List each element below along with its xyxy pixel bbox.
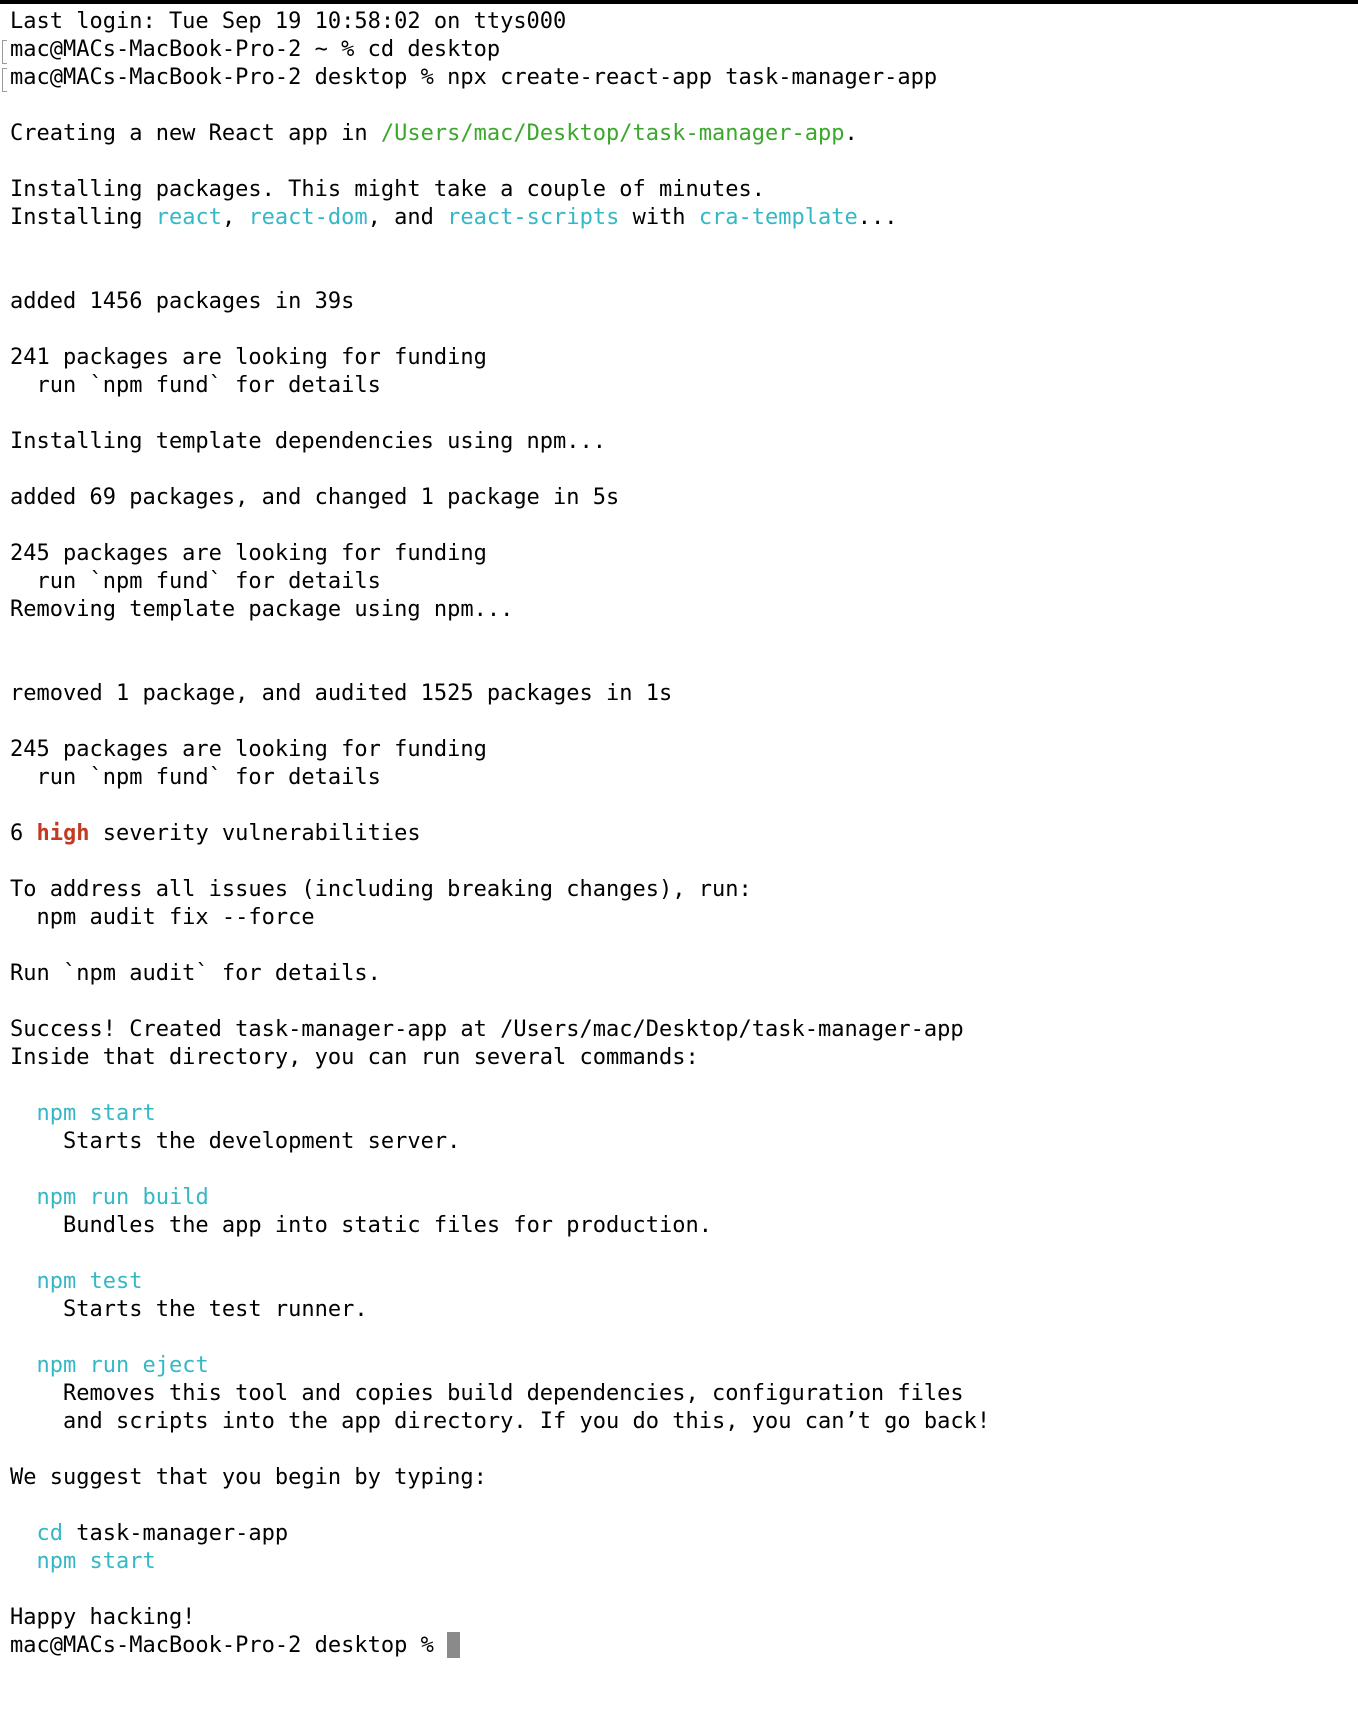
installing-list-line: Installing react, react-dom, and react-scripts with cra-template... — [10, 205, 898, 230]
run-audit-line: Run `npm audit` for details. — [10, 961, 381, 986]
removed-line: removed 1 package, and audited 1525 packages in 1s — [10, 681, 673, 706]
blank-line — [0, 1072, 1358, 1100]
prompt: mac@MACs-MacBook-Pro-2 ~ % — [10, 37, 368, 62]
app-path: /Users/mac/Desktop/task-manager-app — [380, 121, 845, 146]
severity-high: high — [36, 821, 90, 846]
command-text: npx create-react-app task-manager-app — [447, 65, 938, 90]
command-name-line — [0, 1352, 1358, 1380]
package-react: react — [155, 205, 222, 230]
blank-line — [0, 232, 1358, 260]
creating-line: Creating a new React app in /Users/mac/Desktop/task-manager-app. — [10, 121, 858, 146]
blank-line — [0, 1156, 1358, 1184]
last-login-line: Last login: Tue Sep 19 10:58:02 on ttys000 — [10, 9, 567, 34]
fund-details-line: run `npm fund` for details — [10, 373, 381, 398]
command-name-line — [0, 1100, 1358, 1128]
blank-line — [0, 1436, 1358, 1464]
prompt-mark-icon — [2, 68, 7, 92]
suggest-start-line — [0, 1548, 1358, 1576]
blank-line — [0, 708, 1358, 736]
added-packages-line: added 1456 packages in 39s — [10, 289, 355, 314]
funding-line: 241 packages are looking for funding — [10, 345, 487, 370]
fund-details-line: run `npm fund` for details — [10, 569, 381, 594]
command-description-line: Removes this tool and copies build dependencies, configuration files — [62, 1381, 964, 1406]
suggest-line: We suggest that you begin by typing: — [10, 1465, 487, 1490]
funding-line: 245 packages are looking for funding — [10, 541, 487, 566]
window-top-border — [0, 0, 1358, 4]
command-name: npm start — [36, 1101, 156, 1126]
blank-line — [0, 792, 1358, 820]
npm-start-command: npm start — [36, 1549, 156, 1574]
command-description-line: and scripts into the app directory. If you do this, you can’t go back! — [62, 1409, 991, 1434]
command-name: npm run eject — [36, 1353, 209, 1378]
text-cursor — [447, 1632, 460, 1658]
command-name: npm run build — [36, 1185, 209, 1210]
command-description-line: Starts the development server. — [62, 1129, 461, 1154]
package-react-dom: react-dom — [248, 205, 368, 230]
cd-keyword: cd — [36, 1521, 63, 1546]
suggest-cd-line: cd task-manager-app — [36, 1521, 289, 1546]
terminal-output[interactable] — [0, 8, 1358, 1660]
inside-directory-line: Inside that directory, you can run several commands: — [10, 1045, 699, 1070]
blank-line — [0, 400, 1358, 428]
prompt-line-cd — [0, 36, 1358, 64]
command-text: cd desktop — [367, 37, 501, 62]
fund-details-line: run `npm fund` for details — [10, 765, 381, 790]
prompt-line-npx — [0, 64, 1358, 92]
final-prompt-line[interactable] — [0, 1632, 1358, 1660]
blank-line — [0, 848, 1358, 876]
blank-line — [0, 316, 1358, 344]
blank-line — [0, 652, 1358, 680]
blank-line — [0, 1240, 1358, 1268]
address-issues-line: To address all issues (including breaking changes), run: — [10, 877, 752, 902]
removing-template-line: Removing template package using npm... — [10, 597, 514, 622]
blank-line — [0, 1324, 1358, 1352]
happy-hacking-line: Happy hacking! — [10, 1605, 196, 1630]
prompt-mark-icon — [2, 40, 7, 64]
funding-line: 245 packages are looking for funding — [10, 737, 487, 762]
command-description-line: Bundles the app into static files for production. — [62, 1213, 712, 1238]
command-name-line — [0, 1184, 1358, 1212]
blank-line — [0, 1492, 1358, 1520]
installing-packages-line: Installing packages. This might take a couple of minutes. — [10, 177, 765, 202]
blank-line — [0, 988, 1358, 1016]
blank-line — [0, 148, 1358, 176]
added-template-line: added 69 packages, and changed 1 package in 5s — [10, 485, 620, 510]
blank-line — [0, 932, 1358, 960]
success-line: Success! Created task-manager-app at /Users/mac/Desktop/task-manager-app — [10, 1017, 964, 1042]
installing-template-line: Installing template dependencies using npm... — [10, 429, 607, 454]
package-cra-template: cra-template — [698, 205, 858, 230]
command-description-line: Starts the test runner. — [62, 1297, 368, 1322]
blank-line — [0, 456, 1358, 484]
blank-line — [0, 512, 1358, 540]
package-react-scripts: react-scripts — [447, 205, 620, 230]
prompt: mac@MACs-MacBook-Pro-2 desktop % — [10, 65, 448, 90]
command-name: npm test — [36, 1269, 143, 1294]
vulnerabilities-line: 6 high severity vulnerabilities — [10, 821, 421, 846]
blank-line — [0, 92, 1358, 120]
command-name-line — [0, 1268, 1358, 1296]
prompt: mac@MACs-MacBook-Pro-2 desktop % — [10, 1633, 448, 1658]
blank-line — [0, 1576, 1358, 1604]
blank-line — [0, 260, 1358, 288]
blank-line — [0, 624, 1358, 652]
audit-fix-command-line: npm audit fix --force — [10, 905, 315, 930]
